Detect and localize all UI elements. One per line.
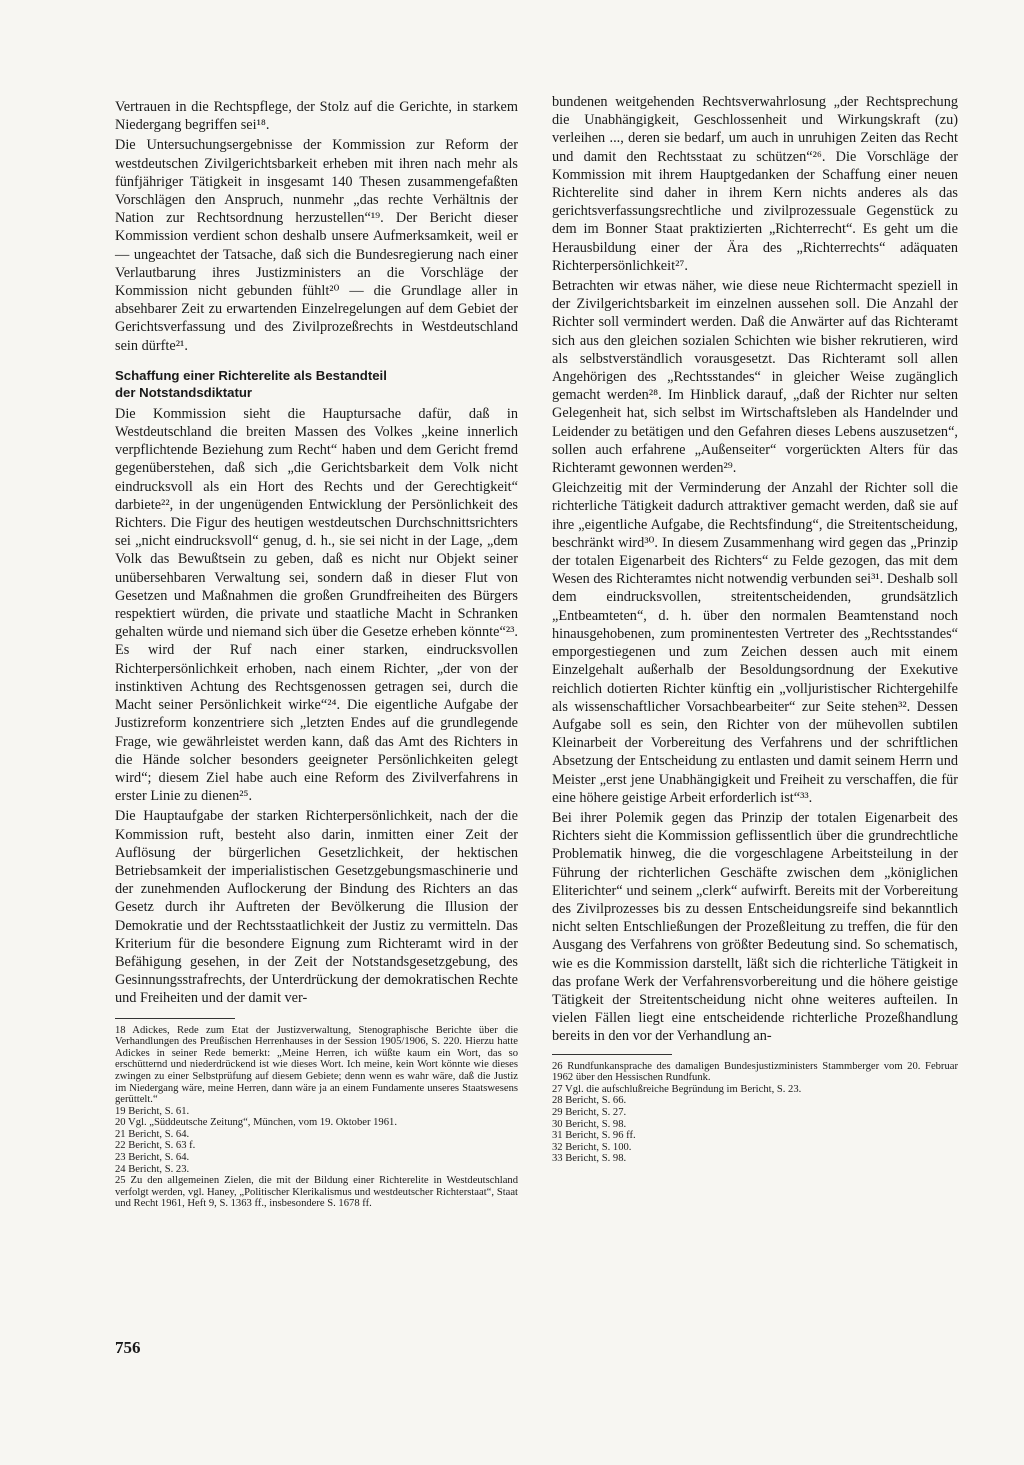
page-number: 756	[115, 1338, 141, 1357]
left-column	[115, 98, 518, 1210]
footnote: 23 Bericht, S. 64.	[115, 1152, 190, 1164]
footnote: 29 Bericht, S. 27.	[552, 1106, 627, 1118]
footnote: 19 Bericht, S. 61.	[115, 1105, 190, 1117]
footnote: 30 Bericht, S. 98.	[552, 1118, 627, 1130]
footnote: 24 Bericht, S. 23.	[115, 1163, 190, 1175]
footnote: 28 Bericht, S. 66.	[552, 1095, 627, 1107]
footnote: 32 Bericht, S. 100.	[552, 1141, 632, 1153]
section-heading	[115, 367, 518, 401]
body-paragraph: Bei ihrer Polemik gegen das Prinzip der totalen Eigenarbeit des Richters sieht die Kommission geflissentlich über die grundrechtliche Problematik hinweg, die die vorgeschlagene Arbeitsteilung in der Führung der richterlichen Geschäfte zwischen dem „königlichen Eliterichter“ und seinem „clerk“ aufwirft. Bereits mit der Vorbereitung des Zivilprozesses bis zu dessen Entscheidungsreife sind bekanntlich nicht selten Entschließungen der Prozeßleitung zu treffen, die für den Ausgang des Verfahrens von größter Bedeutung sind. So schematisch, wie es die Kommission darstellt, läßt sich die richterliche Tätigkeit in das profane Werk der Verfahrensvorbereitung und die höhere geistige Tätigkeit der Streitentscheidung nicht ohne weiteres aufteilen. In vielen Fällen liegt eine entscheidende richterliche Prozeßhandlung bereits in den vor der Verhandlung an-	[552, 809, 958, 1045]
footnotes	[552, 1061, 958, 1165]
section-heading-line: der Notstandsdiktatur	[115, 384, 253, 400]
body-paragraph: Gleichzeitig mit der Verminderung der Anzahl der Richter soll die richterliche Tätigkeit dadurch attraktiver gemacht werden, daß sie auf ihre „eigentliche Aufgabe, die Rechtsfindung“, die Streitentscheidung, beschränkt wird³⁰. In diesem Zusammenhang wird gegen das „Prinzip der totalen Eigenarbeit des Richters“ zu Felde gezogen, das mit dem Wesen des Richteramtes nicht notwendig verbunden sei³¹. Deshalb soll dem eindrucksvollen, streitentscheidenden, grundsätzlich „Entbeamteten“, d. h. über den normalen Beamtenstand noch hinausgehobenen, zum prominentesten Vertreter des „Rechtsstandes“ emporgestiegenen und zum Zeichen dessen auch mit einem Einzelgehalt außerhalb der Besoldungsordnung der Exekutive reichlich dotierten Richter künftig ein „volljuristischer Richtergehilfe als wissenschaftlicher Vorsachbearbeiter“ zur Seite stehen³². Dessen Aufgabe soll es sein, den Richter von der mühevollen subtilen Kleinarbeit der Vorbereitung des Verfahrens und der schriftlichen Absetzung der Entscheidung zu entlasten und damit seinem Herrn und Meister „erst jene Unabhängigkeit und Freiheit zu verschaffen, die für eine höhere geistige Arbeit erforderlich ist“³³.	[552, 480, 958, 806]
footnote: 33 Bericht, S. 98.	[552, 1153, 627, 1165]
footnotes	[115, 1025, 518, 1211]
footnote: 26 Rundfunkansprache des damaligen Bundesjustizministers Stammberger vom 20. Februar 1962 über den Hessischen Rundfunk.	[552, 1060, 958, 1084]
footnote: 27 Vgl. die aufschlußreiche Begründung im Bericht, S. 23.	[552, 1083, 802, 1095]
body-paragraph: Betrachten wir etwas näher, wie diese neue Richtermacht speziell in der Zivilgerichtsbarkeit im einzelnen aussehen soll. Die Anzahl der Richter soll vermindert werden. Daß die Anwärter auf das Richteramt sich aus den gleichen sozialen Schichten wie bisher rekrutieren, wird als selbstverständlich vorausgesetzt. Das Richteramt soll allen Angehörigen des „Rechtsstandes“ in gleicher Weise zugänglich gemacht werden²⁸. Im Hinblick darauf, „daß der Richter nur selten Gelegenheit hat, sich selbst im Wirtschaftsleben als Handelnder und Leidender zu betätigen und den Gefahren dieses Lebens auszusetzen“, sollen auch erfahrene „Außenseiter“ vorgerückten Alters für das Richteramt gewonnen werden²⁹.	[552, 278, 958, 477]
body-paragraph: Die Kommission sieht die Hauptursache dafür, daß in Westdeutschland die breiten Massen des Volkes „keine innerlich verpflichtende Beziehung zum Recht“ haben und dem Gericht fremd gegenüberstehen, daß sich „die Gerichtsbarkeit dem Volk nicht eindrucksvoll als ein Hort des Rechts und der Gerechtigkeit“ darbiete²², in der ungenügenden Entwicklung der Persönlichkeit des Richters. Die Figur des heutigen westdeutschen Durchschnittsrichters sei „nicht eindrucksvoll“ genug, d. h., sie sei nicht in der Lage, „dem Volk das Bewußtsein zu geben, daß es nicht nur Objekt seiner unübersehbaren Verwaltung sei, sondern daß in dieser Flut von Gesetzen und Maßnahmen die großen Grundfreiheiten des Bürgers respektiert würden, die private und staatliche Macht in Schranken gehalten würde und niemand sich über die Gesetze erheben könnte“²³. Es wird der Ruf nach einer starken, eindrucksvollen Richterpersönlichkeit erhoben, nach einem Richter, „der von der instinktiven Achtung des Rechtsgenossen getragen sei, durch die Macht seiner Persönlichkeit wirke“²⁴. Die eigentliche Aufgabe der Justizreform konzentriere sich „letzten Endes auf die grundlegende Frage, wie gewährleistet werden kann, daß das Amt des Richters in die Hände solcher besonders geeigneter Persönlichkeiten gelegt wird“; diesem Ziel habe auch eine Reform des Zivilverfahrens in erster Linie zu dienen²⁵.	[115, 405, 518, 805]
footnote: 25 Zu den allgemeinen Zielen, die mit der Bildung einer Richterelite in Westdeutschland verfolgt werden, vgl. Haney, „Politischer Klerikalismus und westdeutscher Richterstaat“, Staat und Recht 1961, Heft 9, S. 1363 ff., insbesondere S. 1678 ff.	[115, 1175, 518, 1210]
right-column	[552, 93, 958, 1165]
body-paragraph: Die Hauptaufgabe der starken Richterpersönlichkeit, nach der die Kommission ruft, besteht also darin, inmitten einer Zeit der Auflösung der bürgerlichen Gesetzlichkeit, der hektischen Betriebsamkeit der imperialistischen Gesetzgebungsmaschinerie und der zunehmenden Auflockerung der Bindung des Richters an das Gesetz durch ihr Auftreten der Bevölkerung die Illusion der Demokratie und der Rechtsstaatlichkeit der Justiz zu vermitteln. Das Kriterium für die besondere Eignung zum Richteramt wird in der Befähigung gesehen, in der Zeit der Notstandsgesetzgebung, des Gesinnungsstrafrechts, der Unterdrückung der demokratischen Rechte und Freiheiten und der damit ver-	[115, 808, 518, 1007]
footnote: 20 Vgl. „Süddeutsche Zeitung“, München, vom 19. Oktober 1961.	[115, 1117, 397, 1129]
footnote: 21 Bericht, S. 64.	[115, 1128, 190, 1140]
footnote: 31 Bericht, S. 96 ff.	[552, 1130, 636, 1142]
body-paragraph: bundenen weitgehenden Rechtsverwahrlosung „der Rechtsprechung die Unabhängigkeit, Geschlossenheit und Wirkungskraft (zu) verleihen ..., deren sie bedarf, um auch in unruhigen Zeiten das Recht und damit den Rechtsstaat zu schützen“²⁶. Die Vorschläge der Kommission mit ihrem Hauptgedanken der Schaffung einer neuen Richterelite sind daher in ihrem Kern nichts anderes als das gerichtsverfassungsrechtliche und zivilprozessuale Gegenstück zu dem im Bonner Staat praktizierten „Richterrecht“. Es geht um die Herausbildung einer der Ära des „Richterrechts“ adäquaten Richterpersönlichkeit²⁷.	[552, 94, 958, 274]
footnote: 22 Bericht, S. 63 f.	[115, 1140, 196, 1152]
body-paragraph: Die Untersuchungsergebnisse der Kommission zur Reform der westdeutschen Zivilgerichtsbarkeit erheben mit ihren nach mehr als fünfjähriger Tätigkeit in insgesamt 140 Thesen zusammengefaßten Vorschlägen den Anspruch, nunmehr „das rechte Verhältnis der Nation zur Rechtsordnung herzustellen“¹⁹. Der Bericht dieser Kommission verdient schon deshalb unsere Aufmerksamkeit, weil er — ungeachtet der Tatsache, daß sich die Bundesregierung nach einer Verlautbarung ihres Justizministers an die Vorschläge der Kommission nicht gebunden fühlt²⁰ — die Grundlage aller in absehbarer Zeit zu erwartenden Einzelregelungen auf dem Gebiet der Gerichtsverfassung und des Zivilprozeßrechts in Westdeutschland sein dürfte²¹.	[115, 137, 518, 354]
section-heading-line: Schaffung einer Richterelite als Bestandteil	[115, 367, 387, 383]
body-paragraph: Vertrauen in die Rechtspflege, der Stolz auf die Gerichte, in starkem Niedergang begriffen sei¹⁸.	[115, 99, 518, 134]
footnote-divider	[115, 1018, 235, 1019]
footnote-divider	[552, 1054, 672, 1055]
footnote: 18 Adickes, Rede zum Etat der Justizverwaltung, Stenographische Berichte über die Verhandlungen des Preußischen Herrenhauses in der Session 1905/1906, S. 220. Hierzu hatte Adickes in seiner Rede bemerkt: „Meine Herren, ich wüßte kaum ein Wort, das so erschütternd und niederdrückend ist wie dieses Wort. Ich meine, kein Wort könnte wie dieses zwingen zu einer Selbstprüfung auf diesem Gebiete; denn wenn es wahr wäre, daß die Justiz im Niedergang wäre, meine Herren, dann wäre ja an einem Fundamente unseres Staatswesens gerüttelt.“	[115, 1024, 518, 1106]
